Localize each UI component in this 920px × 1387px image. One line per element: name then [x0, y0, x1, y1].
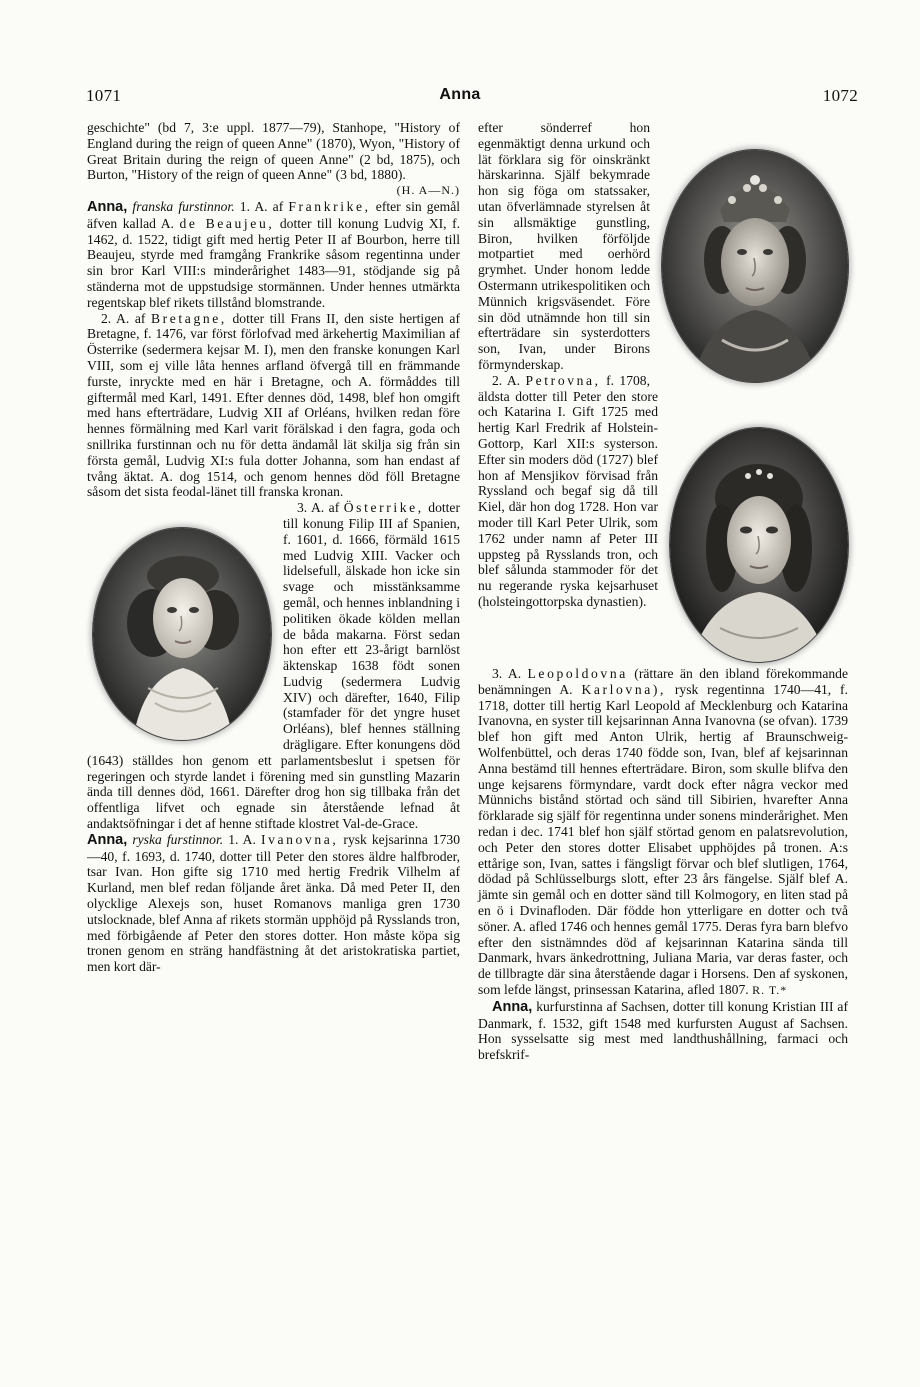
entry-paragraph	[87, 500, 460, 832]
entry-paragraph	[87, 311, 460, 501]
spaced-name: Petrovna,	[525, 372, 601, 388]
portrait-image	[93, 528, 271, 740]
spaced-name: Ivanovna,	[260, 831, 339, 847]
portrait-anna-ivanovna	[662, 150, 848, 382]
spaced-name: Leopoldovna	[527, 666, 628, 681]
entry-text: rysk kejsarinna 1730—40, f. 1693, d. 1740, dotter till Peter den stores äldre halfbroder, tsar Ivan. Hon gifte sig 1710 med hertig Fredrik Vilhelm af Kurland, men blef redan följande året änka. Då med Peter II, den olycklige Alexejs son, huset Romanovs manliga gren 1730 utslocknade, blef Anna af rikets stormän upphöjd på Rysslands tron, med förbigående af Peter den stores dotter. Hon måste köpa sig tronen genom en sträng handfästning åt det aristokratiska partiet, men kort där-	[87, 831, 460, 975]
entry-number: 3. A. af	[297, 500, 340, 516]
entry-paragraph	[478, 373, 848, 610]
page-number-right: 1072	[822, 86, 858, 105]
entry-paragraph	[478, 666, 848, 999]
spaced-name: Karlovna),	[581, 681, 666, 697]
entry-text: dotter till konung Ludvig XI, f. 1462, d. 1522, tidigt gift med hertig Peter II af Bourbon, herre till Beaujeu, styrde med framgång Frankrike såsom regentinna under sin bror Karl VIII:s minderårighet 1483—91, stödjande sig på ständerna mot de uppstudsige stormännen. Under hennes utmärkta regentskap blef rikets tillstånd blomstrande.	[87, 215, 461, 310]
portrait-image	[662, 150, 848, 382]
entry-number: 3. A.	[492, 666, 522, 681]
entry-text: efter sin gemål äfven kallad A.	[87, 198, 461, 231]
headword-subtitle: franska furstinnor.	[132, 198, 235, 214]
spaced-name: Österrike,	[343, 500, 424, 516]
entry-text: dotter till Frans II, den siste hertigen af Bretagne, f. 1476, var först förlofvad med ärkehertig Maximilian af Österrike (sedermera kejsar M. I), men den franske konungen Karl VIII, som ej ville låta hennes arfland öfvergå till en främmande furste, inryckte med en här i Bretagne, och A. förmåddes till giftermål med Karl, 1491. Efter dennes död, 1498, blef hon omgift med hans efterträdare, Ludvig XII af Orléans, hvilken redan före hennes förmälning med Karl varit förälskad i den fagra, goda och snillrika furstinnan och nu för detta ändamål lät skilja sig från sin första gemål, Ludvig XI:s fula dotter Johanna, som han endast af tvång äktat. A. dog 1514, och genom hennes död föll Bretagne såsom det sista feodal-länet till franska kronan.	[87, 310, 460, 500]
page-number-left: 1071	[86, 86, 122, 105]
entry-text: rysk regentinna 1740—41, f. 1718, dotter till hertig Karl Leopold af Mecklenburg och Katarina Ivanovna, en syster till kejsarinnan Anna Ivanovna (se ofvan). 1739 blef hon gift med Anton Ulrik, hertig af Braunschweig-Wolfenbüttel, och deras 1740 födde son, Ivan, blef af kejsarinnan Anna bestämd till hennes efterträdare. Biron, som skulle blifva den unge kejsarens förmyndare, vardt dock efter några veckor med Münnichs bistånd störtad och sänd till Sibirien, hvarefter Anna förklarade sig själf för regentinna under sonens minderårighet. Men redan i dec. 1741 blef hon själf störtad genom en palatsrevolution, och Peter den stores dotter Elisabet upphöjdes på tronen. A:s ettårige son, Ivan, sattes i fängsligt förvar och blef slutligen, 1764, dödad på Schlüsselburgs slott, efter 23 års fängelse. Själf blef A. jämte sin gemål och en dotter sänd till Kolmogory, en liten stad på en ö i Dvinafloden. Där födde hon ytterligare en dotter och två söner. A. afled 1746 och hennes gemål 1775. Deras fyra barn blefvo efter den sistnämndes död af kejsarinnan Katarina sända till Danmark, hvars änkedrottning, Juliana Maria, var deras faster, och de tillbragte där sina återstående dagar i Horsens. Den af syskonen, som lefde längst, prinsessan Katarina, afled 1807.	[478, 681, 848, 997]
portrait-anne-of-austria	[93, 528, 271, 740]
headword-subtitle: ryska furstinnor.	[132, 831, 224, 847]
right-column	[478, 120, 848, 1063]
entry-paragraph	[478, 999, 848, 1063]
headword: Anna,	[492, 998, 533, 1015]
spaced-name: Bretagne,	[151, 310, 227, 326]
entry-number: 1. A.	[228, 831, 256, 847]
entry-paragraph	[87, 120, 460, 198]
entry-text: f. 1708, äldsta dotter till Peter den store och Katarina I. Gift 1725 med hertig Karl Fredrik af Holstein-Gottorp, Karl XII:s systerson. Efter sin moders död (1727) blef hon af Mensjikov förvisad från Ryssland och begaf sig då till Kiel, där hon dog 1728. Hon var moder till Karl Peter Ulrik, som 1762 under namn af Peter III uppsteg på Rysslands tron, och blef sålunda stammoder för det nu regerande ryska kejsarhuset (holsteingottorpska dynastien).	[478, 372, 658, 609]
running-head: Anna	[439, 86, 481, 103]
left-column	[87, 120, 460, 975]
spaced-name: Frankrike,	[288, 198, 371, 214]
entry-paragraph	[87, 832, 460, 975]
entry-text: efter sönderref hon egenmäktigt denna urkund och lät förklara sig för oinskränkt härskarinna. Själf bekymrade hon sig föga om statssaker, utan öfverlämnade styrelsen åt sin allsmäktige gunstling, Biron, hvilken förföljde motpartiet med oerhörd grymhet. Under honom ledde Ostermann utrikespolitiken och Münnich krigsväsendet. Före sin död utnämnde hon till sin efterträdare sin systerdotters son, Ivan, under Birons förmynderskap.	[478, 120, 650, 372]
spaced-name: de Beaujeu,	[179, 215, 275, 231]
portrait-anna-petrovna	[670, 428, 848, 662]
entry-paragraph	[478, 120, 848, 373]
entry-text: kurfurstinna af Sachsen, dotter till konung Kristian III af Danmark, f. 1532, gift 1548 med kurfursten August af Sachsen. Hon sysselsatte sig mest med landthushållning, farmaci och brefskrif-	[478, 998, 848, 1063]
author-signature: R. T.*	[752, 982, 788, 997]
entry-number: 2. A.	[492, 372, 521, 388]
entry-number: 1. A. af	[239, 198, 284, 214]
entry-text: (rättare än den ibland förekommande benämningen A.	[478, 666, 848, 697]
author-signature: (H. A—N.)	[396, 183, 460, 198]
entry-text: dotter till konung Filip III af Spanien, f. 1601, d. 1666, förmäld 1615 med Ludvig XIII. Vacker och lidelsefull, älskade hon icke sin svage och misstänksamme gemål, och hennes inblandning i politiken ökade kölden mellan de båda makarna. Först sedan hon efter ett 23-årigt barnlöst äktenskap 1638 födt sonen Ludvig (sedermera Ludvig XIV) och därefter, 1640, Filip (stamfader för det yngre huset Orléans), blef hennes ställning drägligare. Efter konungens död (1643) ställdes hon genom ett parlamentsbeslut i spetsen för regeringen och styrde landet i förening med sin gunstling Mazarin ända till dennes död, 1661. Därefter drog hon sig tillbaka från det offentliga lifvet och egnade sin återstående lefnad åt andaktsöfningar i det af henne stiftade klostret Val-de-Grace.	[87, 500, 460, 832]
headword: Anna,	[87, 831, 128, 848]
portrait-image	[670, 428, 848, 662]
entry-number: 2. A. af	[101, 310, 146, 326]
headword: Anna,	[87, 198, 128, 215]
entry-paragraph	[87, 199, 460, 311]
bibliography-text: geschichte" (bd 7, 3:e uppl. 1877—79), Stanhope, "History of England during the reign of queen Anne" (1870), Wyon, "History of Great Britain during the reign of queen Anne" (2 bd, 1875), och Burton, "History of the reign of queen Anne" (3 bd, 1880).	[87, 120, 460, 183]
